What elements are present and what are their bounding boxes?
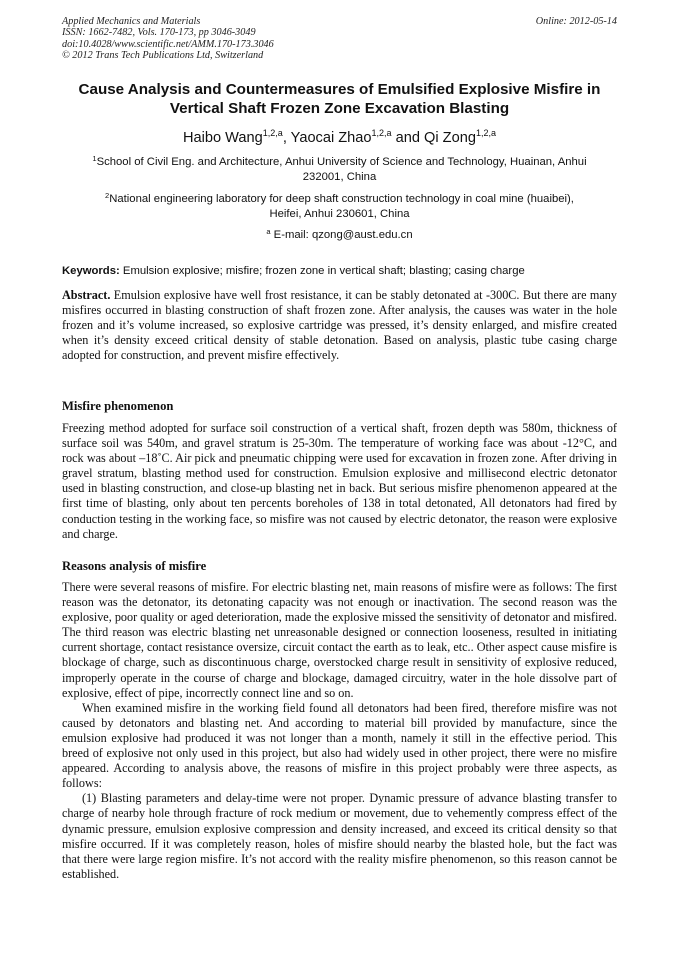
doi-line: doi:10.4028/www.scientific.net/AMM.170-173.3046 xyxy=(62,38,274,50)
affiliation-text: National engineering laboratory for deep shaft construction technology in coal mine (huaibei), xyxy=(109,193,574,205)
paragraph: (1) Blasting parameters and delay-time were not proper. Dynamic pressure of advance blasting transfer to charge of nearby hole through fracture of rock medium or movement, due to vehemently compress effect of the dynamic pressure, emulsion explosive compression and density increased, and exceed its critical density so that misfire occurred. If it was completely reason, holes of misfire should nearby the blasted hole, but the fact was that there were large region misfire. It’s not accord with the reality misfire phenomenon, so this reason cannot be established. xyxy=(62,791,617,881)
title-line-2: Vertical Shaft Frozen Zone Excavation Blasting xyxy=(169,100,510,117)
paragraph: Freezing method adopted for surface soil construction of a vertical shaft, frozen depth was 580m, thickness of surface soil was 540m, and gravel stratum is 25-30m. The temperature of working face was about -12°C, and rock was about –18˚C. Air pick and pneumatic chipping were used for excavation in frozen zone. After driving in gravel stratum, blasting method used for construction. Emulsion explosive and millisecond electric detonator used in blasting construction, and close-up blasting net in back. But serious misfire phenomenon appeared at the first time of blasting, only about ten percents boreholes of 138 in total detonated, All detonators had fired by conduction testing in the working face, so misfire was not caused by electric detonator, the reason were explosive and charge. xyxy=(62,421,617,541)
keywords-text: Emulsion explosive; misfire; frozen zone in vertical shaft; blasting; casing charge xyxy=(119,265,525,277)
email-marker: a xyxy=(266,227,271,236)
section-reasons-analysis xyxy=(62,580,617,882)
author-name: Qi Zong xyxy=(424,130,476,146)
affiliation-2 xyxy=(62,192,617,221)
author-name: Haibo Wang xyxy=(183,130,263,146)
paragraph: When examined misfire in the working field found all detonators had been fired, therefore misfire was not caused by detonators and blasting net. And according to material bill provided by manufacture, since the emulsion explosive had produced it was not longer than a month, namely it still in the effective period. This breed of explosive not only used in this project, but also had widely used in other project, there were no misfire appeared. According to analysis above, the reasons of misfire in this project probably were three aspects, as follows: xyxy=(62,700,617,791)
online-date: Online: 2012-05-14 xyxy=(535,16,617,27)
abstract-label: Abstract. xyxy=(62,288,111,302)
contact-email xyxy=(62,228,617,243)
affiliation-text: 232001, China xyxy=(302,170,377,183)
title-line-1: Cause Analysis and Countermeasures of Emulsified Explosive Misfire in xyxy=(78,81,601,98)
author-list xyxy=(62,129,617,147)
author-separator: , xyxy=(282,130,291,146)
affiliation-marker: 2 xyxy=(105,191,110,200)
journal-name: Applied Mechanics and Materials xyxy=(62,16,201,27)
affiliation-1 xyxy=(62,155,617,184)
email-text: E-mail: qzong@aust.edu.cn xyxy=(270,229,413,241)
author-name: Yaocai Zhao xyxy=(290,130,372,146)
keywords-label: Keywords: xyxy=(62,265,120,277)
section-misfire-phenomenon xyxy=(62,421,617,542)
affiliation-marker: 1 xyxy=(92,154,97,163)
section-heading-reasons-analysis: Reasons analysis of misfire xyxy=(62,559,207,573)
author-separator: and xyxy=(391,130,425,146)
abstract xyxy=(62,288,617,363)
abstract-text: Emulsion explosive have well frost resistance, it can be stably detonated at -300C. But there are many misfires occurred in blasting construction of shaft frozen zone. After analysis, the causes was water in the hole frozen and it’s volume increased, so explosive cartridge was pressed, it’s density enlarged, and misfire created when it’s density exceed critical density of stable detonation. Based on analysis, plastic tube casing charge adopted for construction, and prevent misfire effectively. xyxy=(62,288,617,363)
issn-line: ISSN: 1662-7482, Vols. 170-173, pp 3046-3049 xyxy=(62,27,256,39)
affiliation-text: School of Civil Eng. and Architecture, Anhui University of Science and Technology, Huainan, Anhui xyxy=(96,156,587,168)
paper-title xyxy=(62,80,617,118)
journal-header xyxy=(62,16,617,62)
keywords xyxy=(62,264,617,278)
author-affiliation-marker: 1,2,a xyxy=(475,128,496,138)
copyright-line: © 2012 Trans Tech Publications Ltd, Switzerland xyxy=(62,50,264,62)
author-affiliation-marker: 1,2,a xyxy=(262,128,283,138)
section-heading-misfire-phenomenon: Misfire phenomenon xyxy=(62,399,174,413)
author-affiliation-marker: 1,2,a xyxy=(371,128,392,138)
paragraph: There were several reasons of misfire. For electric blasting net, main reasons of misfire were as follows: The first reason was the detonator, its detonating capacity was not enough or inactivation. The second reason was the explosive, poor quality or aged deterioration, made the explosive missed the sensitivity of detonator and misfired. The third reason was electric blasting net unreasonable designed or connection looseness, resulted in initiating current shortage, contact resistance oversize, circuit contact the earth as to leak, etc.. Other aspect cause misfire is blockage of charge, such as discontinuous charge, overstocked charge result in sensitivity of explosive reduced, improperly operate in the course of charge and blockage, damaged circuitry, water in the hole dissolve part of explosive, effect of pipe, incorrectly connect line and so on. xyxy=(62,580,617,700)
affiliation-text: Heifei, Anhui 230601, China xyxy=(269,207,410,220)
